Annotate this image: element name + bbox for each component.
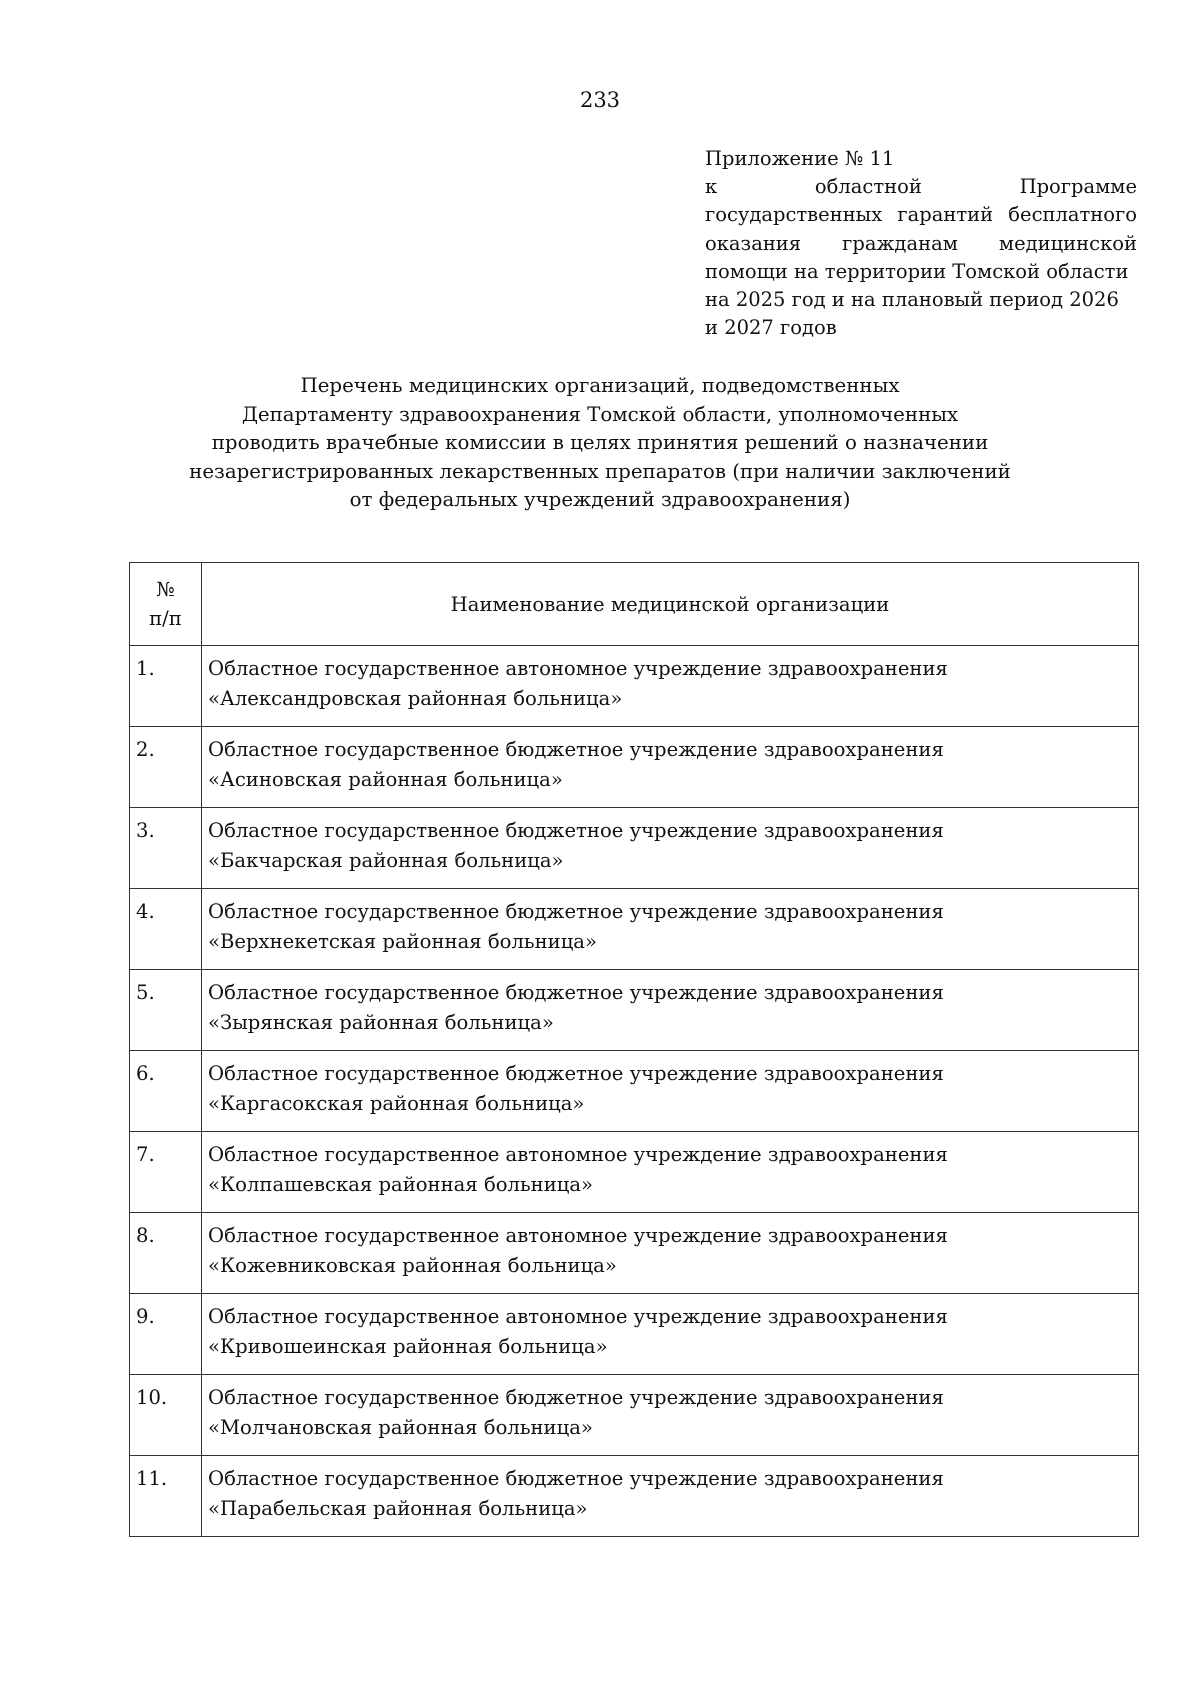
title-line: незарегистрированных лекарственных препаратов (при наличии заключений	[189, 459, 1011, 483]
row-number: 6.	[130, 1051, 202, 1132]
row-name: Областное государственное автономное учреждение здравоохранения «Колпашевская районная больница»	[202, 1132, 1139, 1213]
row-name: Областное государственное бюджетное учреждение здравоохранения «Асиновская районная больница»	[202, 727, 1139, 808]
title-line: от федеральных учреждений здравоохранения)	[349, 488, 851, 511]
table-row	[130, 1294, 1139, 1375]
row-name: Областное государственное автономное учреждение здравоохранения «Александровская районная больница»	[202, 646, 1139, 727]
annex-word: гарантий	[897, 203, 994, 227]
annex-word: оказания	[705, 231, 802, 255]
title-line: Перечень медицинских организаций, подведомственных	[300, 374, 900, 397]
table-row	[130, 1051, 1139, 1132]
row-number: 2.	[130, 727, 202, 808]
table-row	[130, 1132, 1139, 1213]
row-number: 4.	[130, 889, 202, 970]
annex-heading: Приложение № 11	[705, 147, 895, 170]
annex-line-5: помощи на территории Томской области	[705, 259, 1129, 283]
annex-word: государственных	[705, 203, 883, 227]
row-name: Областное государственное бюджетное учреждение здравоохранения «Зырянская районная больница»	[202, 970, 1139, 1051]
annex-word: медицинской	[998, 231, 1137, 255]
document-title	[60, 372, 1140, 515]
table-header-row	[130, 563, 1139, 646]
annex-block	[705, 145, 1137, 342]
row-number: 8.	[130, 1213, 202, 1294]
annex-line-6: на 2025 год и на плановый период 2026	[705, 288, 1119, 312]
annex-line-4	[705, 230, 1137, 258]
table-row	[130, 808, 1139, 889]
annex-word: к	[705, 175, 718, 199]
title-line: Департаменту здравоохранения Томской области, уполномоченных	[241, 402, 959, 426]
table-row	[130, 727, 1139, 808]
annex-word: бесплатного	[1008, 203, 1137, 227]
table-row	[130, 1213, 1139, 1294]
table-row	[130, 646, 1139, 727]
annex-line-3	[705, 201, 1137, 229]
row-number: 9.	[130, 1294, 202, 1375]
row-number: 7.	[130, 1132, 202, 1213]
row-name: Областное государственное автономное учреждение здравоохранения «Кожевниковская районная больница»	[202, 1213, 1139, 1294]
organizations-table	[129, 562, 1139, 1537]
header-number: № п/п	[130, 563, 202, 646]
row-number: 5.	[130, 970, 202, 1051]
row-number: 10.	[130, 1375, 202, 1456]
row-number: 1.	[130, 646, 202, 727]
annex-line-7: и 2027 годов	[705, 316, 837, 340]
row-name: Областное государственное бюджетное учреждение здравоохранения «Молчановская районная больница»	[202, 1375, 1139, 1456]
header-name: Наименование медицинской организации	[202, 563, 1139, 646]
row-number: 11.	[130, 1456, 202, 1537]
row-name: Областное государственное бюджетное учреждение здравоохранения «Бакчарская районная больница»	[202, 808, 1139, 889]
row-name: Областное государственное бюджетное учреждение здравоохранения «Каргасокская районная больница»	[202, 1051, 1139, 1132]
table-row	[130, 1456, 1139, 1537]
annex-word: гражданам	[842, 231, 958, 255]
row-name: Областное государственное бюджетное учреждение здравоохранения «Парабельская районная больница»	[202, 1456, 1139, 1537]
table-row	[130, 889, 1139, 970]
annex-word: Программе	[1019, 175, 1137, 199]
title-line: проводить врачебные комиссии в целях принятия решений о назначении	[211, 431, 989, 454]
table-row	[130, 1375, 1139, 1456]
table-row	[130, 970, 1139, 1051]
page-number: 233	[579, 88, 621, 112]
row-number: 3.	[130, 808, 202, 889]
row-name: Областное государственное бюджетное учреждение здравоохранения «Верхнекетская районная больница»	[202, 889, 1139, 970]
row-name: Областное государственное автономное учреждение здравоохранения «Кривошеинская районная больница»	[202, 1294, 1139, 1375]
annex-line-2	[705, 173, 1137, 201]
annex-word: областной	[814, 175, 922, 199]
